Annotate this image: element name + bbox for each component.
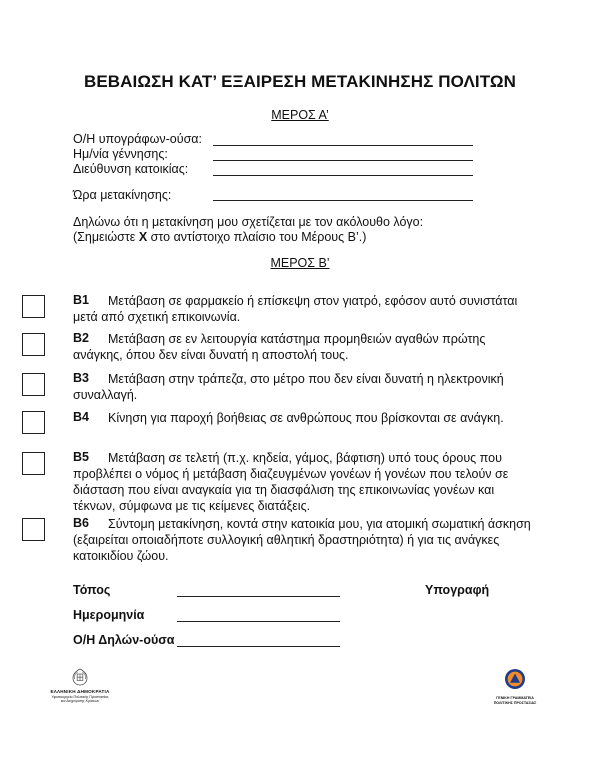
right-org-line2: ΠΟΛΙΤΙΚΗΣ ΠΡΟΣΤΑΣΙΑΣ bbox=[493, 701, 537, 706]
form-title: ΒΕΒΑΙΩΣΗ ΚΑΤ’ ΕΞΑΙΡΕΣΗ ΜΕΤΑΚΙΝΗΣΗΣ ΠΟΛΙΤΩΝ bbox=[83, 72, 517, 91]
option-b4-checkbox[interactable] bbox=[22, 411, 45, 434]
declaration-line-2: (Σημειώστε X στο αντίστοιχο πλαίσιο του Μέρους Β’.) bbox=[73, 230, 367, 244]
left-org-line2: Υφυπουργείο Πολιτικής Προστασίας bbox=[51, 695, 109, 699]
movement-time-field[interactable] bbox=[213, 200, 473, 201]
option-b5-text: Μετάβαση σε τελετή (π.χ. κηδεία, γάμος, βάφτιση) υπό τους όρους που προβλέπει ο νόμος ή μετάβαση διαζευγμένων γονέων ή γονέων που τελούν σε διάσταση που είναι αναγκαία για τη διασφάλιση της επικοινωνίας γονέων και τέκνων, σύμφωνα με τις κείμενες διατάξεις. bbox=[73, 451, 509, 513]
hellenic-republic-block bbox=[30, 668, 130, 703]
place-field[interactable] bbox=[177, 596, 340, 597]
option-b3-text: Μετάβαση στην τράπεζα, στο μέτρο που δεν είναι δυνατή η ηλεκτρονική συναλλαγή. bbox=[73, 372, 504, 402]
declaration-text bbox=[73, 215, 423, 245]
place-label: Τόπος bbox=[73, 583, 111, 597]
signer-name-field[interactable] bbox=[213, 145, 473, 146]
date-label: Ημερομηνία bbox=[73, 608, 145, 622]
left-org-line3: και Διαχείρισης Κρίσεων bbox=[60, 699, 100, 703]
option-b6-text: Σύντομη μετακίνηση, κοντά στην κατοικία μου, για ατομική σωματική άσκηση (εξαιρείται οποιαδήποτε συλλογική αθλητική δραστηριότητα) ή για τις ανάγκες κατοικιδίου ζώου. bbox=[73, 517, 531, 563]
declarant-label: Ο/Η Δηλών-ούσα bbox=[73, 633, 175, 647]
home-address-field[interactable] bbox=[213, 175, 473, 176]
option-b1-code: Β1 bbox=[73, 293, 89, 307]
option-b2-text: Μετάβαση σε εν λειτουργία κατάστημα προμηθειών αγαθών πρώτης ανάγκης, όπου δεν είναι δυνατή η αποστολή τους. bbox=[73, 332, 486, 362]
birth-date-field[interactable] bbox=[213, 160, 473, 161]
option-b1-text: Μετάβαση σε φαρμακείο ή επίσκεψη στον γιατρό, εφόσον αυτό συνιστάται μετά από σχετική επικοινωνία. bbox=[73, 294, 518, 324]
birth-date-label: Ημ/νία γέννησης: bbox=[73, 147, 168, 161]
declaration-line-1: Δηλώνω ότι η μετακίνηση μου σχετίζεται με τον ακόλουθο λόγο: bbox=[73, 215, 424, 229]
option-b4-text: Κίνηση για παροχή βοήθειας σε ανθρώπους που βρίσκονται σε ανάγκη. bbox=[108, 411, 504, 425]
civil-protection-logo-icon bbox=[504, 668, 526, 690]
option-b5-checkbox[interactable] bbox=[22, 452, 45, 475]
option-b6-checkbox[interactable] bbox=[22, 518, 45, 541]
date-field[interactable] bbox=[177, 621, 340, 622]
right-org-line1: ΓΕΝΙΚΗ ΓΡΑΜΜΑΤΕΙΑ bbox=[496, 696, 534, 700]
option-b4-code: Β4 bbox=[73, 410, 89, 424]
option-b2-checkbox[interactable] bbox=[22, 333, 45, 356]
movement-time-label: Ώρα μετακίνησης: bbox=[73, 188, 172, 202]
option-b5-code: Β5 bbox=[73, 450, 89, 464]
hellenic-republic-emblem-icon bbox=[71, 668, 89, 686]
option-b1-checkbox[interactable] bbox=[22, 295, 45, 318]
option-b3-code: Β3 bbox=[73, 371, 89, 385]
home-address-label: Διεύθυνση κατοικίας: bbox=[73, 162, 189, 176]
civil-protection-block bbox=[487, 668, 543, 705]
signer-name-label: Ο/Η υπογράφων-ούσα: bbox=[73, 132, 202, 146]
signature-label: Υπογραφή bbox=[425, 583, 490, 597]
option-b3-checkbox[interactable] bbox=[22, 373, 45, 396]
option-b2-code: Β2 bbox=[73, 331, 89, 345]
declarant-field[interactable] bbox=[177, 646, 340, 647]
part-b-heading: ΜΕΡΟΣ Β’ bbox=[270, 256, 330, 270]
declaration-mark: X bbox=[138, 230, 148, 244]
option-b6-code: Β6 bbox=[73, 516, 89, 530]
left-org-name: ΕΛΛΗΝΙΚΗ ΔΗΜΟΚΡΑΤΙΑ bbox=[50, 689, 110, 694]
part-a-heading: ΜΕΡΟΣ Α’ bbox=[271, 108, 329, 122]
